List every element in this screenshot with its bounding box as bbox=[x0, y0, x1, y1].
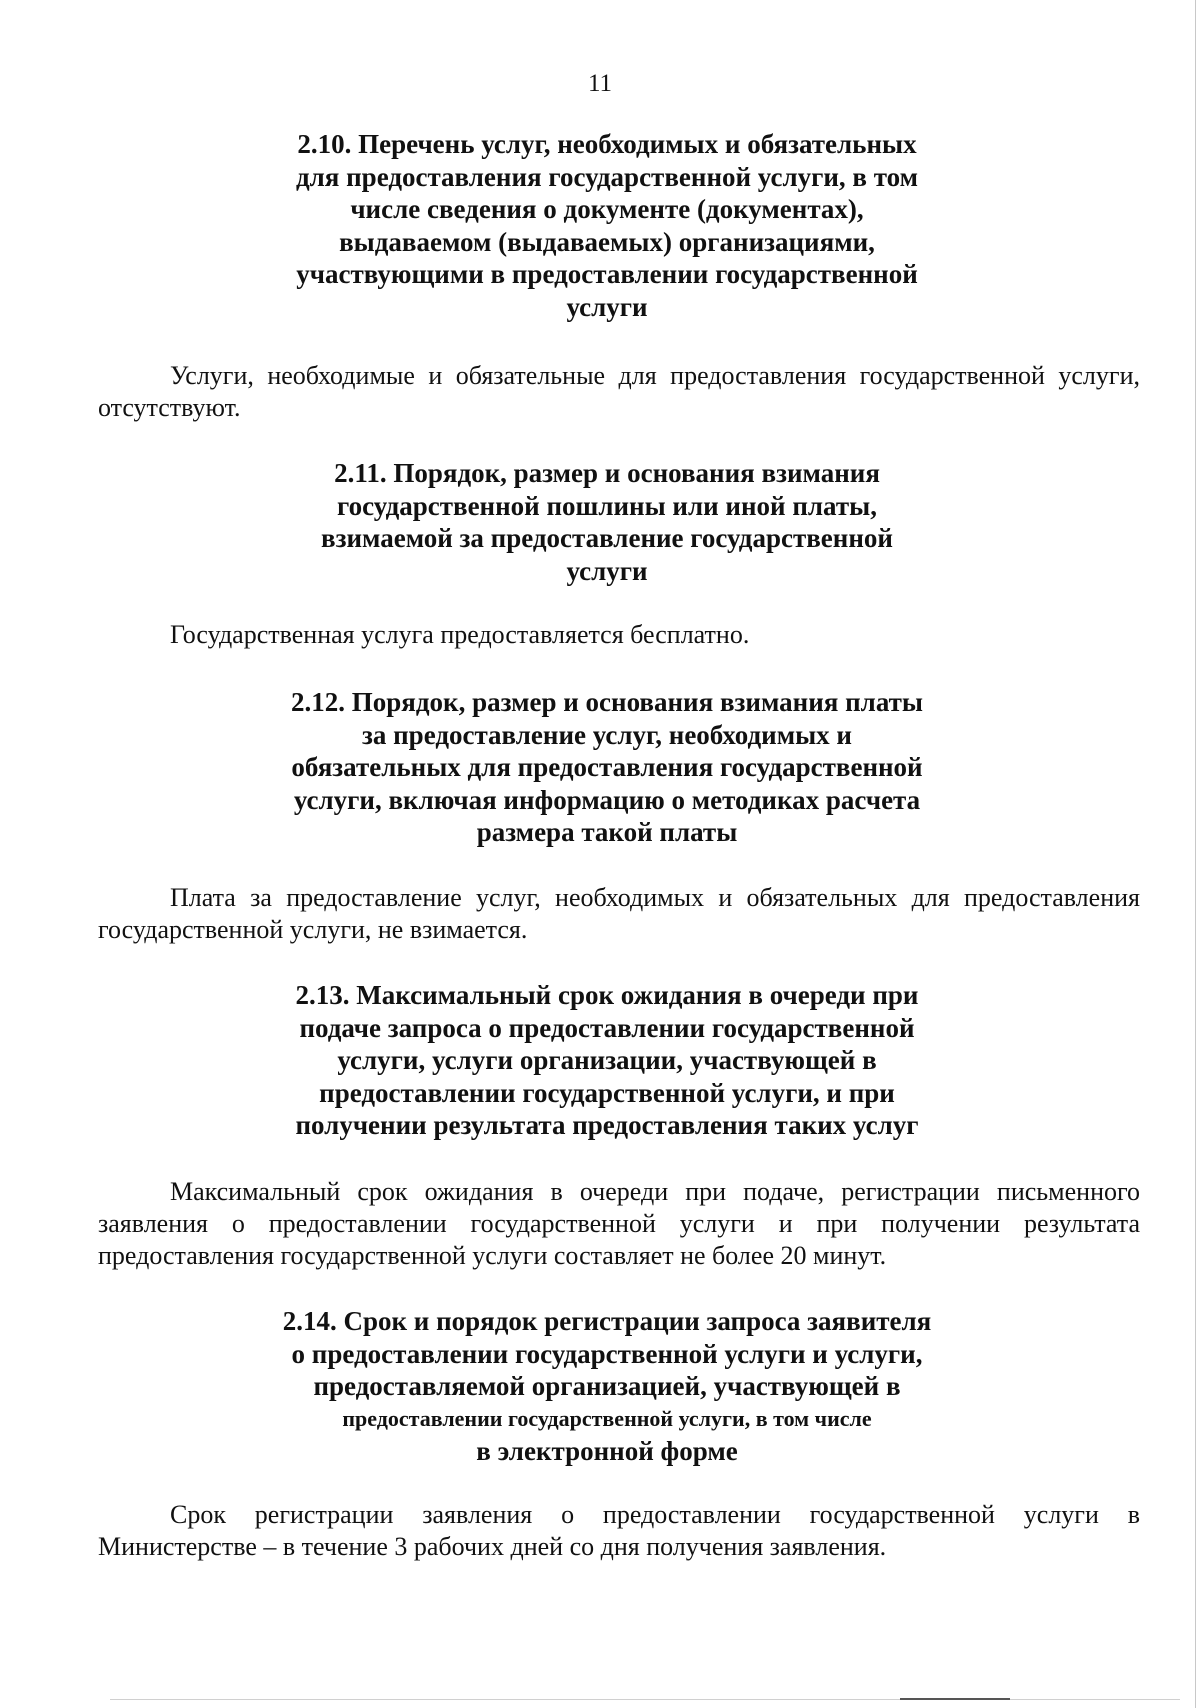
heading-line: размера такой платы bbox=[476, 817, 738, 847]
heading-line: подаче запроса о предоставлении государственной bbox=[299, 1012, 915, 1043]
heading-line: предоставляемой организацией, участвующей в bbox=[313, 1371, 901, 1401]
heading-line: числе сведения о документе (документах), bbox=[350, 194, 864, 224]
section-2-12 bbox=[0, 686, 1200, 849]
heading-line: взимаемой за предоставление государственной bbox=[321, 523, 893, 553]
heading-line: получении результата предоставления таких услуг bbox=[295, 1110, 919, 1140]
section-body: Государственная услуга предоставляется бесплатно. bbox=[170, 620, 750, 649]
section-body: Плата за предоставление услуг, необходимых и обязательных для предоставления государственной услуги, не взимается. bbox=[98, 883, 1140, 944]
heading-line: 2.11. Порядок, размер и основания взимания bbox=[334, 458, 880, 488]
section-2-10 bbox=[0, 128, 1200, 323]
heading-line: участвующими в предоставлении государственной bbox=[296, 259, 918, 289]
section-heading bbox=[213, 979, 987, 1142]
heading-line: о предоставлении государственной услуги и услуги, bbox=[291, 1338, 923, 1369]
heading-line: услуги bbox=[566, 291, 648, 322]
scan-edge-bottom-mark bbox=[900, 1698, 1010, 1700]
heading-line: 2.12. Порядок, размер и основания взимания платы bbox=[291, 687, 923, 717]
heading-line: предоставлении государственной услуги, и при bbox=[319, 1077, 895, 1108]
heading-line: государственной пошлины или иной платы, bbox=[337, 490, 877, 521]
heading-line: в электронной форме bbox=[476, 1436, 738, 1466]
heading-line: 2.14. Срок и порядок регистрации запроса заявителя bbox=[282, 1306, 932, 1336]
heading-line: услуги, услуги организации, участвующей в bbox=[337, 1045, 877, 1075]
page-number: 11 bbox=[587, 70, 613, 97]
heading-line: предоставлении государственной услуги, в том числе bbox=[342, 1405, 872, 1431]
section-2-14 bbox=[0, 1305, 1200, 1468]
heading-line: услуги bbox=[566, 555, 648, 586]
section-body: Срок регистрации заявления о предоставлении государственной услуги в Министерстве – в течение 3 рабочих дней со дня получения заявления. bbox=[98, 1500, 1140, 1561]
heading-line: за предоставление услуг, необходимых и bbox=[362, 719, 852, 750]
heading-line: 2.10. Перечень услуг, необходимых и обязательных bbox=[297, 129, 917, 159]
section-heading bbox=[213, 686, 987, 849]
section-heading bbox=[213, 128, 987, 323]
scan-edge-bottom bbox=[110, 1699, 1180, 1700]
section-heading bbox=[213, 457, 987, 587]
section-body: Услуги, необходимые и обязательные для предоставления государственной услуги, отсутствуют. bbox=[98, 361, 1140, 422]
heading-line: услуги, включая информацию о методиках расчета bbox=[293, 784, 921, 815]
heading-line: выдаваемом (выдаваемых) организациями, bbox=[339, 226, 875, 257]
section-heading bbox=[213, 1305, 987, 1468]
heading-line: 2.13. Максимальный срок ожидания в очереди при bbox=[295, 980, 919, 1010]
section-2-13 bbox=[0, 979, 1200, 1142]
heading-line: обязательных для предоставления государственной bbox=[291, 752, 923, 782]
heading-line: для предоставления государственной услуги, в том bbox=[295, 161, 919, 192]
section-body: Максимальный срок ожидания в очереди при подаче, регистрации письменного заявления о предоставлении государственной услуги и при получении результата предоставления государственной услуги составляет не более 20 минут. bbox=[98, 1177, 1140, 1270]
section-2-11 bbox=[0, 457, 1200, 587]
